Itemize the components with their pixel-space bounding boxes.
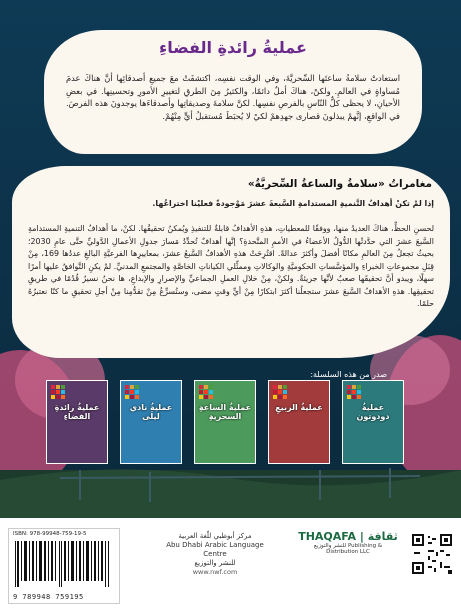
series-book-title: عمليةُ نادي ليلَى xyxy=(129,403,173,421)
series-heading: مغامراتُ «سلامةُ والساعةُ السِّحريَّةُ» xyxy=(247,178,432,190)
publisher-line3: للنشر والتوزيع xyxy=(194,559,236,567)
series-book-cover xyxy=(342,380,404,464)
sdg-logo-icon xyxy=(125,385,139,399)
thaqafa-logo: THAQAFA | ثقافة xyxy=(298,530,398,543)
sdg-logo-icon xyxy=(51,385,65,399)
series-book-cover xyxy=(268,380,330,464)
publisher-website: www.nwf.com xyxy=(192,568,238,576)
series-book-cover xyxy=(120,380,182,464)
isbn-label: ISBN: 978-99948-759-19-5 xyxy=(13,531,87,537)
barcode-bars xyxy=(13,541,113,587)
series-book-cover xyxy=(194,380,256,464)
sdg-logo-icon xyxy=(199,385,213,399)
barcode-digits: 9 789948 759195 xyxy=(13,593,84,601)
series-book-title: عمليةُ رائدةِ الفضاءِ xyxy=(54,403,100,421)
series-book-cover xyxy=(46,380,108,464)
sdg-logo-icon xyxy=(347,385,361,399)
barcode xyxy=(8,528,120,604)
publisher-thaqafa xyxy=(298,530,398,555)
series-book-title: عمليةُ دودوتون xyxy=(356,403,390,421)
publisher-abu-dhabi xyxy=(160,532,270,577)
thaqafa-subtitle: للنشر والتوزيع Publishing & Distribution LLC xyxy=(313,543,383,555)
qr-code xyxy=(410,532,454,576)
book-title: عمليةُ رائدةِ الفضاءِ xyxy=(159,38,307,57)
intro-panel xyxy=(44,30,422,154)
series-panel xyxy=(12,166,450,358)
sdg-logo-icon xyxy=(273,385,287,399)
series-book-title: عمليةُ الربيعِ xyxy=(275,403,323,412)
series-covers xyxy=(46,370,410,520)
series-book-title: عمليةُ الساعةِ السحريةِ xyxy=(198,403,252,421)
series-bold-sentence: إذا لمْ تكنْ أهدافُ التَّنميةِ المستدامةِ السَّبعةَ عشرَ مَوْجودةً فعليْنا اختراعُها. xyxy=(152,199,434,208)
series-label: صدر من هذه السلسلة: xyxy=(310,370,387,379)
intro-paragraph: استعادتْ سلامةُ ساعتَها السِّحريَّةَ، وفي الوقت نفسِه، اكتشفَتْ معَ جميعِ أصدقائِها أنَّ هناكَ عدمَ مُساواةٍ في العالمِ. ولكنْ، هناكَ أملٌ دائمًا، والكثيرُ مِنَ الطرقِ لتغييرِ الأمورِ وتحسينِها. في بعضِ الأحيانِ، لا يحظى كلُّ النّاسِ بالفرصِ نفسِها. لكنَّ سلامةَ وصديقاتِها وأصدقاءَها يوجدونَ هذه الفرصَ. في الواقعِ، إنَّهمْ يبذلونَ قصارى جهدِهمْ لكيْ لا يُحبَطَ مُستقبلُ أيٍّ مِنْهُمْ. xyxy=(66,73,400,121)
publisher-name: مركز أبوظبي للّغة العربية xyxy=(178,532,252,540)
series-body-paragraph: لحسنِ الحظِّ، هناكَ العديدُ منها، ووفقًا للمعطياتِ، هذهِ الأهدافُ قابلةٌ للتنفيذِ ويُمكنُ تحقيقُها. لكنْ، ما أهدافُ التنميةِ المستدامةِ السَّبعَ عشرَ التي حدَّدتْها الدُّولُ الأعضاءُ في الأممِ المتَّحدةِ؟ إنَّها أهدافٌ تُحدِّدُ مَسارَ جدولِ الأعمالِ الدَّوليِّ حتَّى عامِ 2030؛ بحيثُ تجعلُ مِنَ العالمِ مكانًا أفضلَ وأكثرَ عدالةً. اقتُرِحَتْ هذهِ الأهدافُ السَّبعُ عشرَ، بمعاييرِها الفرعيَّةِ البالغِ عددُها 169، مِنْ قِبَلِ مجموعاتِ الخبراءِ والمؤسَّساتِ الحكوميَّةِ والوكالاتِ وممثِّلي الكياناتِ الخاصَّةِ والمجتمعِ المدنيِّ. لمْ يكنِ التَّوافقُ عليها أمرًا سهلًا، ويبدو أنَّ تحقيقَها صعبٌ لأنَّها جريئةٌ. ولكنْ، مِنْ خلالِ العملِ الجماعيِّ والإصرارِ والإبداعِ، ها نحنُ نسيرُ قُدُمًا في طريقِ تحقيقِها. هذهِ الأهدافُ السَّبعَ عشرَ ستجعلُنا أكثرَ ابتكارًا مِنْ أيِّ وقتٍ مضى، وستُسرِّعُ مِنْ تقدُّمِنا مِنْ أجلِ تحقيقِ ما كنّا نعتبرُهُ حلمًا. xyxy=(28,224,435,308)
publisher-name-en: Abu Dhabi Arabic Language Centre xyxy=(166,541,264,558)
